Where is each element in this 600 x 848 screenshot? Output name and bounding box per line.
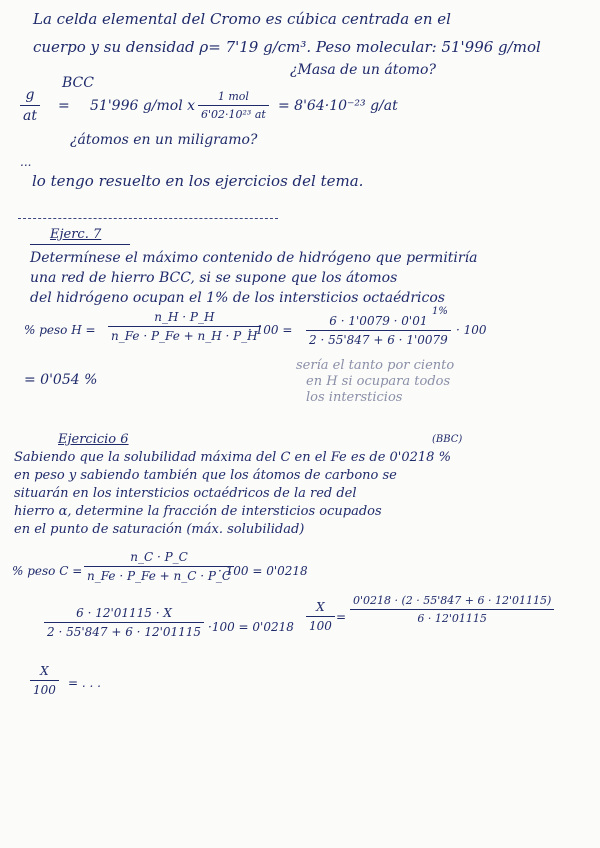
section-divider — [18, 218, 278, 219]
fraction-numerator: X — [30, 664, 59, 681]
side-note-line3: los intersticios — [306, 390, 403, 405]
exercise7-line2: una red de hierro BCC, si se supone que los átomos — [30, 270, 398, 286]
carbon-values-result: ·100 = 0'0218 — [208, 620, 294, 634]
fraction-numerator: n_C · P_C — [84, 550, 234, 567]
fraction-denominator: 6 · 12'01115 — [417, 612, 487, 625]
ellipsis: ... — [20, 155, 32, 169]
fraction-numerator: n_H · P_H — [108, 310, 261, 327]
fraction-denominator: 2 · 55'847 + 6 · 1'0079 — [309, 333, 448, 347]
exercise6-title: Ejercicio 6 — [58, 432, 129, 447]
equals-sign: = — [58, 98, 70, 114]
fraction-denominator: 2 · 55'847 + 6 · 12'01115 — [47, 625, 202, 639]
hydrogen-formula-fraction — [108, 310, 261, 343]
exercise6-line1: Sabiendo que la solubilidad máxima del C en el Fe es de 0'0218 % — [14, 450, 451, 465]
weight-percent-h-label: % peso H = — [24, 323, 96, 337]
fraction-denominator: 6'02·10²³ at — [201, 108, 266, 121]
equals-sign-b: = — [336, 610, 347, 624]
g-per-at-fraction — [20, 87, 40, 124]
fraction-numerator: 0'0218 · (2 · 55'847 + 6 · 12'01115) — [350, 594, 554, 610]
fraction-denominator: n_Fe · P_Fe + n_H · P_H — [111, 329, 258, 343]
percent-superscript: 1% — [432, 306, 448, 317]
side-note-line2: en H si ocupara todos — [306, 374, 451, 389]
x-over-100-final-fraction — [30, 664, 59, 697]
weight-percent-c-label: % peso C = — [12, 564, 83, 578]
fraction-numerator: X — [306, 600, 335, 617]
structure-label: BCC — [62, 75, 94, 91]
fraction-numerator: g — [20, 87, 40, 106]
problem1-line1: La celda elemental del Cromo es cúbica centrada en el — [33, 10, 451, 28]
atom-mass-result: = 8'64·10⁻²³ g/at — [278, 98, 398, 114]
avogadro-fraction — [198, 90, 269, 121]
problem1-line2: cuerpo y su densidad ρ= 7'19 g/cm³. Peso molecular: 51'996 g/mol — [33, 38, 541, 56]
exercise7-title: Ejerc. 7 — [50, 227, 102, 242]
carbon-target-result: · 100 = 0'0218 — [218, 564, 308, 578]
carbon-formula-fraction — [84, 550, 234, 583]
hydrogen-result: = 0'054 % — [24, 372, 98, 388]
fraction-denominator: at — [23, 108, 37, 124]
carbon-values-fraction — [44, 606, 204, 639]
exercise6-line4: hierro α, determine la fracción de intersticios ocupados — [14, 504, 382, 519]
resolved-note: lo tengo resuelto en los ejercicios del tema. — [32, 172, 364, 190]
exercise6-line2: en peso y sabiendo también que los átomos de carbono se — [14, 468, 397, 483]
fraction-denominator: 100 — [309, 619, 332, 633]
atoms-per-mg-question: ¿átomos en un miligramo? — [70, 132, 258, 148]
fraction-denominator: 100 — [33, 683, 56, 697]
exercise6-line5: en el punto de saturación (máx. solubilidad) — [14, 522, 305, 537]
exercise7-line3: del hidrógeno ocupan el 1% de los intersticios octaédricos — [30, 290, 445, 306]
molar-mass-term: 51'996 g/mol x — [90, 98, 196, 114]
times-100-b: · 100 — [456, 323, 487, 337]
fraction-numerator: 1 mol — [198, 90, 269, 106]
solve-x-fraction — [350, 594, 554, 625]
side-note-line1: sería el tanto por ciento — [296, 358, 455, 373]
fraction-numerator: 6 · 1'0079 · 0'01 — [306, 314, 451, 331]
fraction-numerator: 6 · 12'01115 · X — [44, 606, 204, 623]
problem1-question: ¿Masa de un átomo? — [290, 62, 436, 78]
times-100: · 100 = — [248, 323, 293, 337]
hydrogen-values-fraction — [306, 314, 451, 347]
fraction-denominator: n_Fe · P_Fe + n_C · P_C — [87, 569, 232, 583]
final-ellipsis: = . . . — [68, 676, 101, 690]
title-underline — [30, 244, 130, 245]
exercise7-line1: Determínese el máximo contenido de hidrógeno que permitiría — [30, 250, 478, 266]
bbc-tag: (BBC) — [432, 434, 463, 445]
exercise6-line3: situarán en los intersticios octaédricos de la red del — [14, 486, 357, 501]
x-over-100-fraction — [306, 600, 335, 633]
